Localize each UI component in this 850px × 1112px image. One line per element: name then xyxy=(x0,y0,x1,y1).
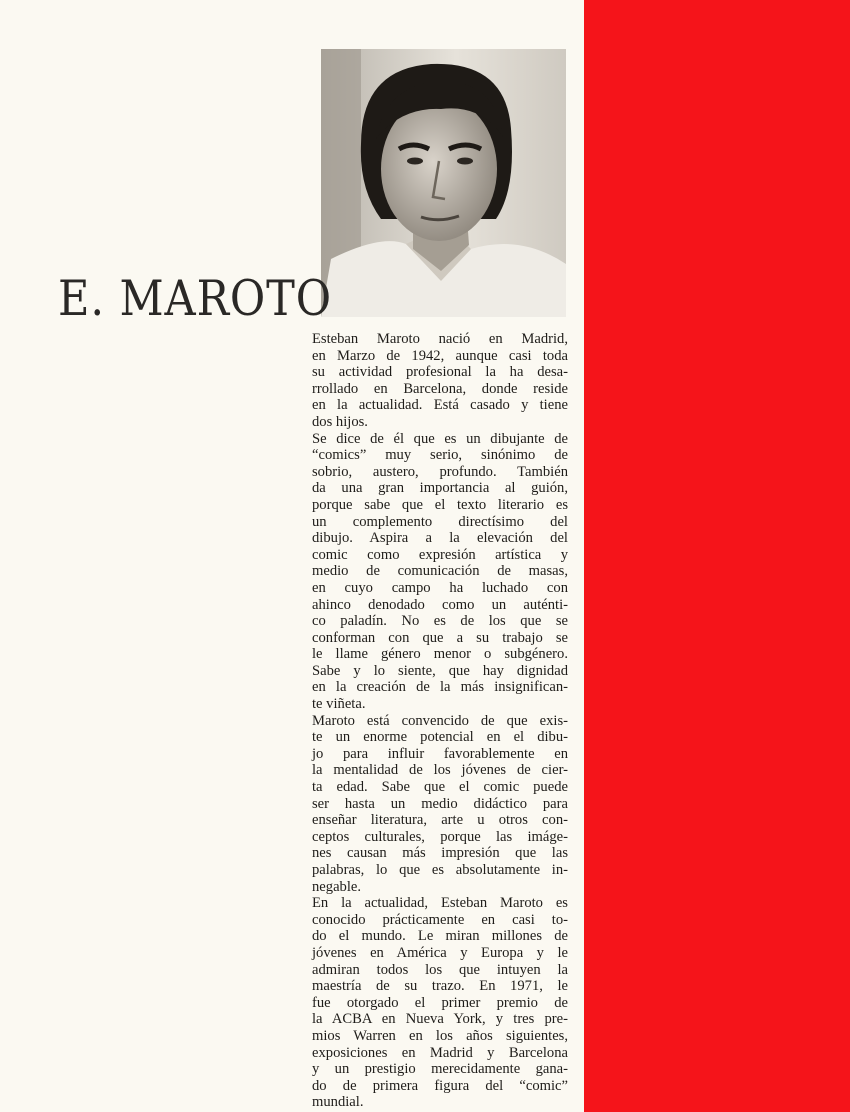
bio-line: exposiciones en Madrid y Barcelona xyxy=(312,1044,568,1061)
bio-line: en la creación de la más insignifican- xyxy=(312,679,568,696)
bio-line: la ACBA en Nueva York, y tres pre- xyxy=(312,1011,568,1028)
bio-line: te un enorme potencial en el dibu- xyxy=(312,729,568,746)
bio-line: le llame género menor o subgénero. xyxy=(312,646,568,663)
bio-line: Esteban Maroto nació en Madrid, xyxy=(312,331,568,347)
bio-line: en cuyo campo ha luchado con xyxy=(312,579,568,596)
bio-line: palabras, lo que es absolutamente in- xyxy=(312,862,568,878)
bio-line: ahinco denodado como un auténti- xyxy=(312,596,568,613)
bio-line: y un prestigio merecidamente gana- xyxy=(312,1061,568,1078)
bio-line: do el mundo. Le miran millones de xyxy=(312,928,568,945)
bio-line: Maroto está convencido de que exis- xyxy=(312,712,568,729)
bio-line: enseñar literatura, arte u otros con- xyxy=(312,812,568,829)
bio-line: la mentalidad de los jóvenes de cier- xyxy=(312,762,568,779)
bio-line: conocido prácticamente en casi to- xyxy=(312,911,568,928)
bio-line: maestría de su trazo. En 1971, le xyxy=(312,978,568,995)
author-portrait-photo xyxy=(321,49,566,317)
bio-line: dos hijos. xyxy=(312,413,368,430)
bio-line: ser hasta un medio didáctico para xyxy=(312,795,568,812)
bio-line: comic como expresión artística y xyxy=(312,546,568,563)
bio-line: dibujo. Aspira a la elevación del xyxy=(312,530,568,547)
bio-line: en Marzo de 1942, aunque casi toda xyxy=(312,347,568,364)
bio-line: da una gran importancia al guión, xyxy=(312,480,568,497)
bio-line: co paladín. No es de los que se xyxy=(312,613,568,630)
bio-line: en la actualidad. Está casado y tiene xyxy=(312,397,568,414)
bio-line: admiran todos los que intuyen la xyxy=(312,961,568,978)
bio-line: fue otorgado el primer premio de xyxy=(312,994,568,1011)
bio-line: porque sabe que el texto literario es xyxy=(312,496,568,513)
bio-line: Sabe y lo siente, que hay dignidad xyxy=(312,662,568,679)
bio-line: ceptos culturales, porque las imáge- xyxy=(312,828,568,845)
bio-line: jo para influir favorablemente en xyxy=(312,745,568,762)
bio-line: ta edad. Sabe que el comic puede xyxy=(312,779,568,796)
bio-line: un complemento directísimo del xyxy=(312,513,568,530)
author-name-heading: E. MAROTO xyxy=(58,270,333,327)
red-side-band xyxy=(584,0,850,1112)
bio-line: jóvenes en América y Europa y le xyxy=(312,944,568,961)
bio-line: mios Warren en los años siguientes, xyxy=(312,1027,568,1044)
bio-line: nes causan más impresión que las xyxy=(312,845,568,862)
bio-line: En la actualidad, Esteban Maroto es xyxy=(312,895,568,912)
bio-line: “comics” muy serio, sinónimo de xyxy=(312,447,568,464)
bio-line: medio de comunicación de masas, xyxy=(312,563,568,580)
bio-line: mundial. xyxy=(312,1094,364,1111)
biography-text xyxy=(312,331,568,1111)
bio-line: Se dice de él que es un dibujante de xyxy=(312,430,568,447)
bio-line: rrollado en Barcelona, donde reside xyxy=(312,380,568,397)
bio-line: conforman con que a su trabajo se xyxy=(312,629,568,646)
bio-line: su actividad profesional la ha desa- xyxy=(312,364,568,381)
bio-line: sobrio, austero, profundo. También xyxy=(312,463,568,480)
portrait-illustration xyxy=(321,49,566,317)
bio-line: do de primera figura del “comic” xyxy=(312,1077,568,1094)
bio-line: te viñeta. xyxy=(312,696,366,713)
bio-line: negable. xyxy=(312,878,362,895)
